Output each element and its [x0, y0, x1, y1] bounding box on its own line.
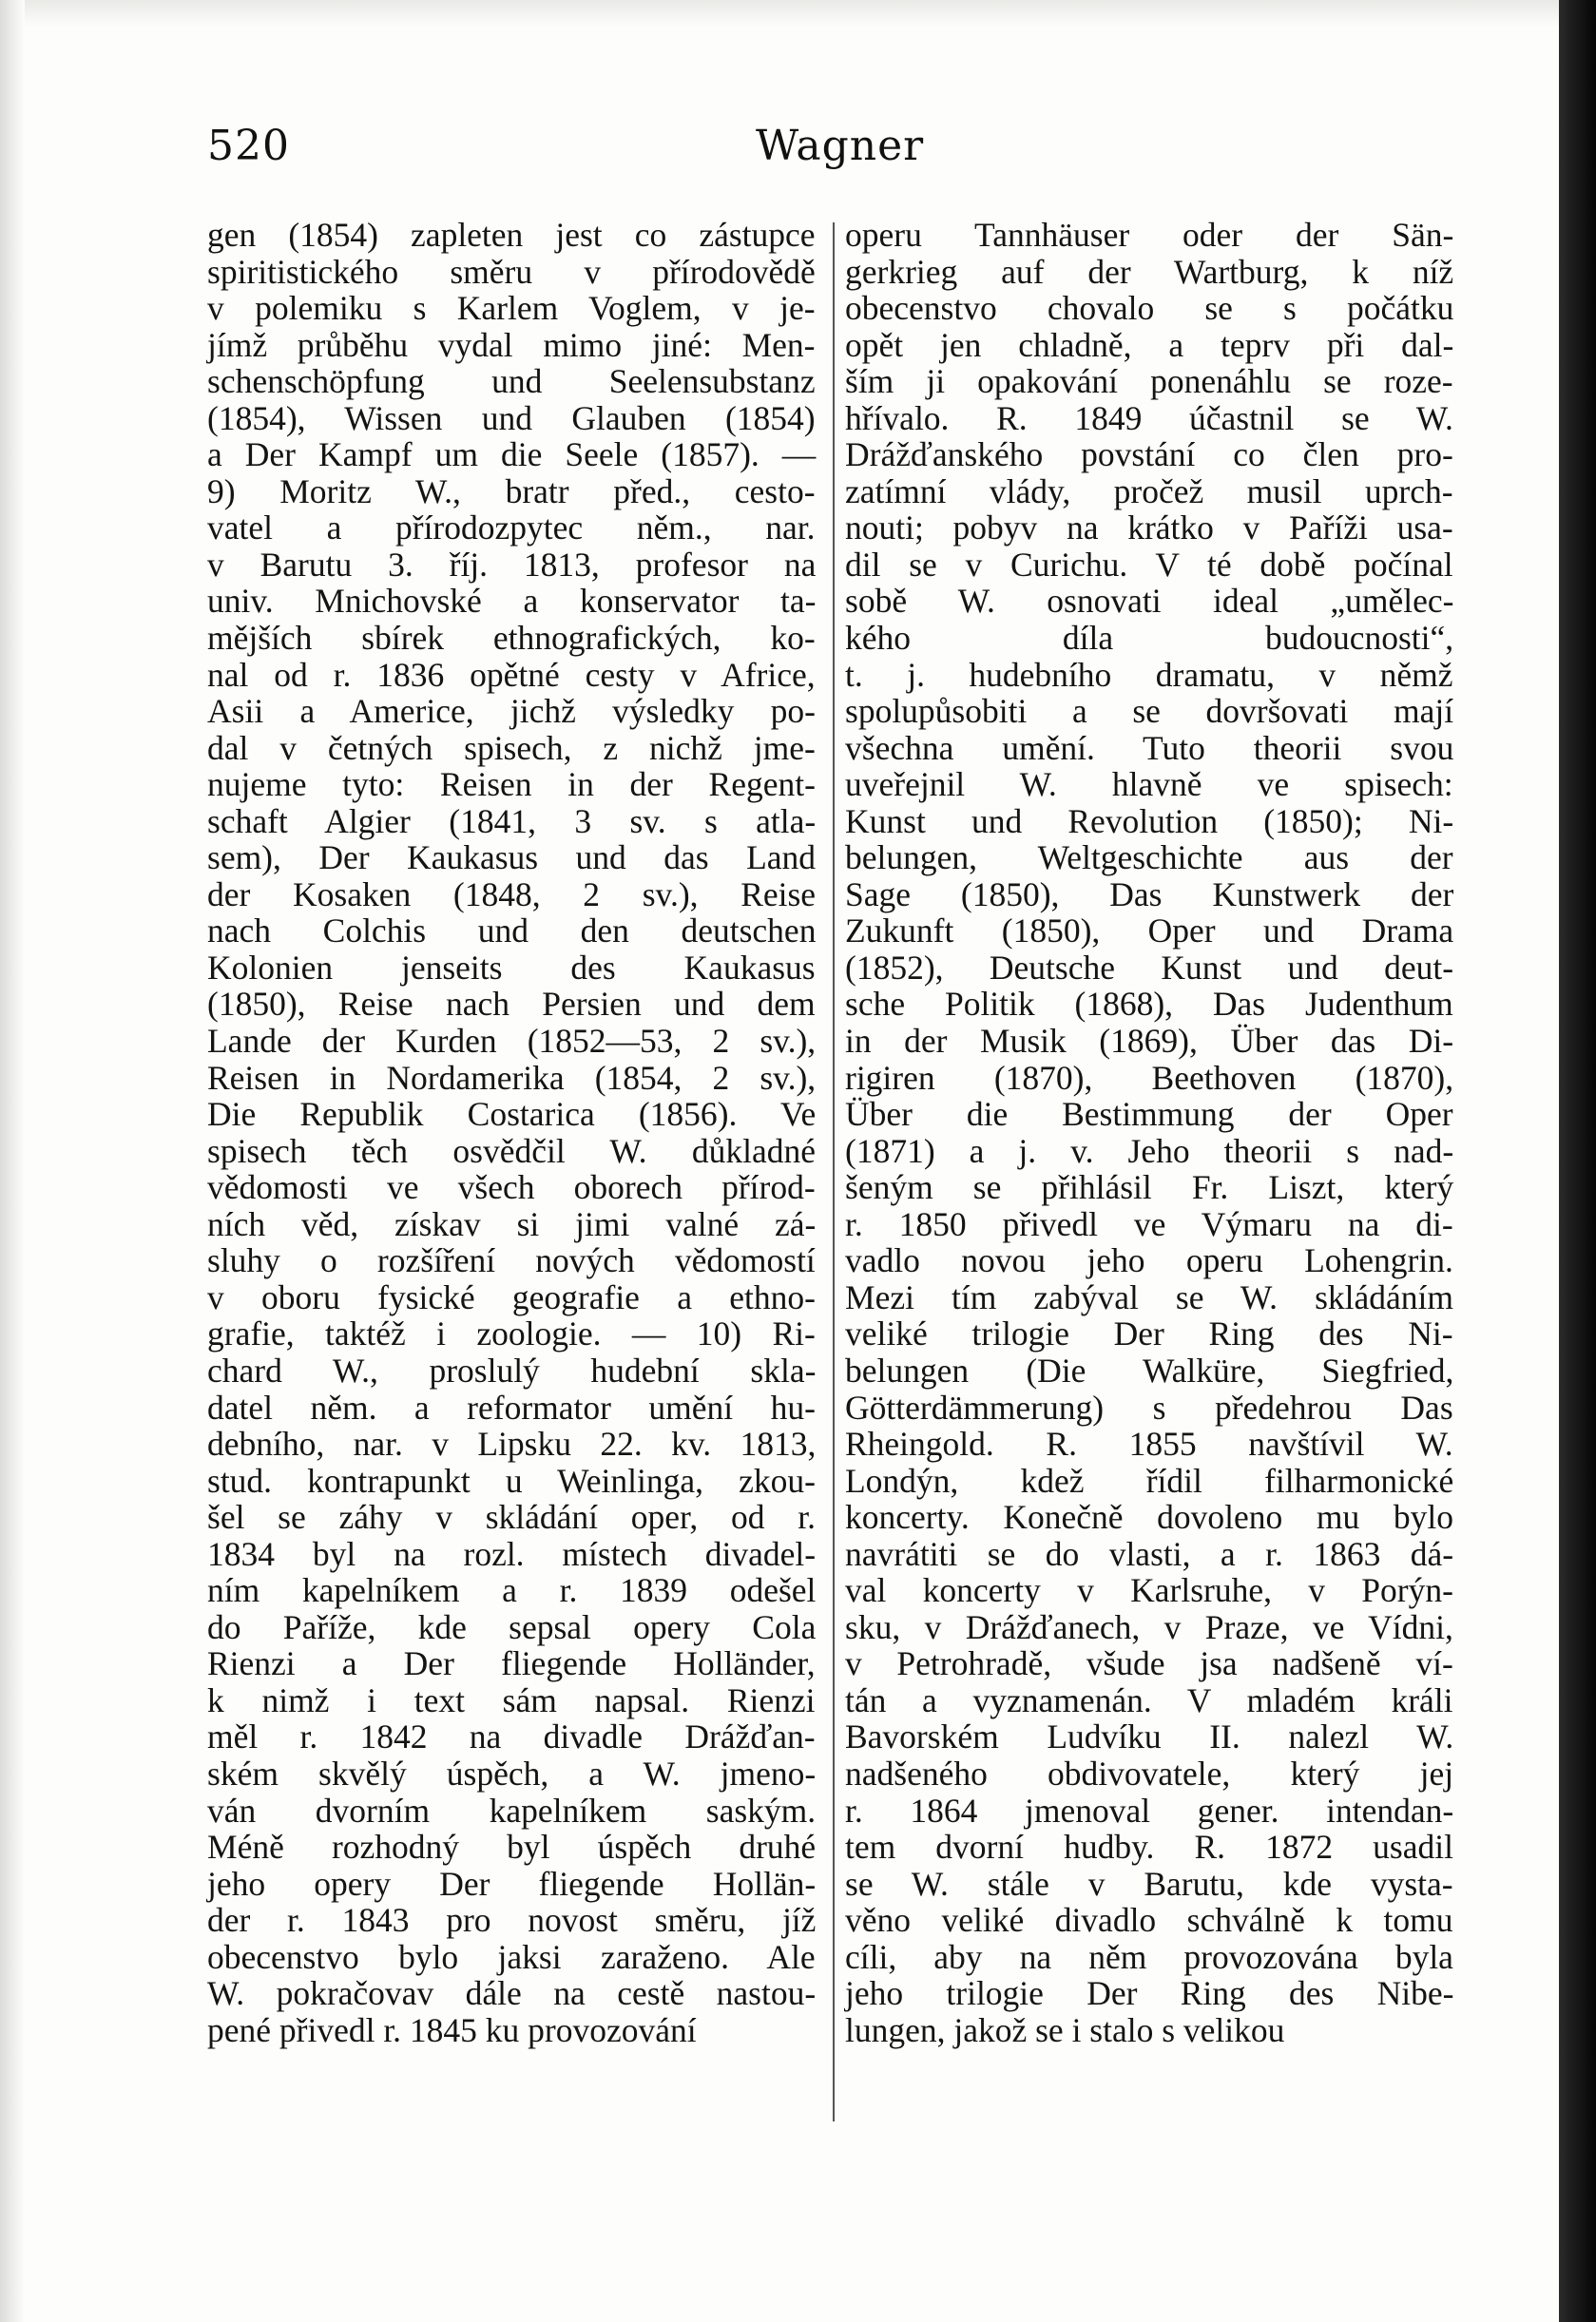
- text-line: dil se v Curichu. V té době počínal: [845, 545, 1453, 584]
- text-line: gen (1854) zapleten jest co zástupce: [207, 216, 816, 254]
- text-line: hřívalo. R. 1849 účastnil se W.: [845, 398, 1453, 437]
- text-line: lungen, jakož se i stalo s velikou: [845, 2010, 1285, 2049]
- text-line: veliké trilogie Der Ring des Ni-: [845, 1315, 1453, 1353]
- text-line: Kunst und Revolution (1850); Ni-: [845, 801, 1454, 840]
- text-line: in der Musik (1869), Über das Di-: [845, 1022, 1454, 1061]
- text-line: r. 1850 přivedl ve Výmaru na di-: [845, 1204, 1453, 1243]
- text-line: uveřejnil W. hlavně ve spisech:: [845, 765, 1453, 804]
- text-line: gerkrieg auf der Wartburg, k níž: [845, 252, 1454, 291]
- text-line: vatel a přírodozpytec něm., nar.: [207, 509, 816, 547]
- text-line: chard W., proslulý hudební skla-: [207, 1351, 817, 1390]
- text-line: nouti; pobyv na krátko v Paříži usa-: [845, 509, 1453, 547]
- text-line: tán a vyznamenán. V mladém králi: [845, 1680, 1453, 1719]
- text-line: datel něm. a reformator umění hu-: [207, 1388, 816, 1427]
- text-line: dal v četných spisech, z nichž jme-: [207, 728, 816, 767]
- text-line: Méně rozhodný byl úspěch druhé: [207, 1828, 817, 1867]
- text-line: Über die Bestimmung der Oper: [845, 1095, 1453, 1134]
- text-line: ším ji opakování ponenáhlu se roze-: [845, 362, 1453, 401]
- text-line: sche Politik (1868), Das Judenthum: [845, 985, 1453, 1024]
- text-line: Rienzi a Der fliegende Holländer,: [207, 1644, 816, 1683]
- text-line: (1871) a j. v. Jeho theorii s nad-: [845, 1131, 1454, 1170]
- text-line: sluhy o rozšíření nových vědomostí: [207, 1241, 816, 1280]
- text-line: W. pokračovav dále na cestě nastou-: [207, 1974, 817, 2013]
- text-line: pené přivedl r. 1845 ku provozování: [207, 2010, 697, 2049]
- text-line: Zukunft (1850), Oper und Drama: [845, 912, 1454, 950]
- text-line: nal od r. 1836 opětné cesty v Africe,: [207, 655, 816, 694]
- text-line: Londýn, kdež řídil filharmonické: [845, 1461, 1454, 1500]
- text-line: obecenstvo bylo jaksi zaraženo. Ale: [207, 1937, 816, 1976]
- text-line: nadšeného obdivovatele, který jej: [845, 1754, 1454, 1793]
- text-line: navrátiti se do vlasti, a r. 1863 dá-: [845, 1534, 1454, 1573]
- text-line: der Kosaken (1848, 2 sv.), Reise: [207, 874, 817, 913]
- text-line: k nimž i text sám napsal. Rienzi: [207, 1680, 816, 1719]
- text-line: operu Tannhäuser oder der Sän-: [845, 216, 1454, 254]
- text-line: v Barutu 3. říj. 1813, profesor na: [207, 545, 817, 584]
- text-line: Lande der Kurden (1852—53, 2 sv.),: [207, 1022, 817, 1061]
- text-line: 1834 byl na rozl. místech divadel-: [207, 1534, 817, 1573]
- text-line: koncerty. Konečně dovoleno mu bylo: [845, 1498, 1454, 1537]
- text-line: 9) Moritz W., bratr před., cesto-: [207, 471, 816, 510]
- text-line: opět jen chladně, a teprv při dal-: [845, 325, 1454, 364]
- text-line: Reisen in Nordamerika (1854, 2 sv.),: [207, 1058, 817, 1097]
- text-line: jímž průběhu vydal mimo jiné: Men-: [207, 325, 816, 364]
- text-line: Asii a Americe, jichž výsledky po-: [207, 692, 816, 731]
- text-line: sem), Der Kaukasus und das Land: [207, 838, 817, 877]
- text-line: vadlo novou jeho operu Lohengrin.: [845, 1241, 1453, 1280]
- text-line: šeným se přihlásil Fr. Liszt, který: [845, 1168, 1454, 1207]
- text-line: jeho opery Der fliegende Hollän-: [207, 1864, 817, 1903]
- scan-shadow-left: [0, 0, 25, 2322]
- text-line: spisech těch osvědčil W. důkladné: [207, 1131, 817, 1170]
- text-line: belungen, Weltgeschichte aus der: [845, 838, 1453, 877]
- text-line: sobě W. osnovati ideal „umělec-: [845, 582, 1454, 621]
- text-line: cíli, aby na něm provozována byla: [845, 1937, 1453, 1976]
- text-line: v Petrohradě, všude jsa nadšeně ví-: [845, 1644, 1453, 1683]
- text-line: univ. Mnichovské a konservator ta-: [207, 582, 817, 621]
- text-line: nujeme tyto: Reisen in der Regent-: [207, 765, 816, 804]
- text-line: zatímní vlády, pročež musil uprch-: [845, 471, 1453, 510]
- text-line: Kolonien jenseits des Kaukasus: [207, 948, 816, 987]
- column-divider: [833, 222, 835, 2121]
- text-line: vědomosti ve všech oborech přírod-: [207, 1168, 816, 1207]
- scan-border-right: [1559, 0, 1596, 2322]
- text-line: spolupůsobiti a se dovršovati mají: [845, 692, 1454, 731]
- text-line: věno veliké divadlo schválně k tomu: [845, 1901, 1453, 1940]
- text-line: schenschöpfung und Seelensubstanz: [207, 362, 816, 401]
- text-line: (1850), Reise nach Persien und dem: [207, 985, 816, 1024]
- text-line: belungen (Die Walküre, Siegfried,: [845, 1351, 1454, 1390]
- text-line: spiritistického směru v přírodovědě: [207, 252, 816, 291]
- text-line: Sage (1850), Das Kunstwerk der: [845, 874, 1454, 913]
- scan-shadow-top: [0, 0, 1559, 27]
- text-line: schaft Algier (1841, 3 sv. s atla-: [207, 801, 817, 840]
- text-line: Die Republik Costarica (1856). Ve: [207, 1095, 817, 1134]
- text-line: Mezi tím zabýval se W. skládáním: [845, 1277, 1454, 1316]
- text-line: (1852), Deutsche Kunst und deut-: [845, 948, 1454, 987]
- text-line: der r. 1843 pro novost směru, jíž: [207, 1901, 817, 1940]
- text-line: Bavorském Ludvíku II. nalezl W.: [845, 1718, 1454, 1756]
- text-line: nach Colchis und den deutschen: [207, 912, 817, 950]
- text-line: ních věd, získav si jimi valné zá-: [207, 1204, 817, 1243]
- text-line: debního, nar. v Lipsku 22. kv. 1813,: [207, 1425, 817, 1464]
- text-line: val koncerty v Karlsruhe, v Porýn-: [845, 1571, 1453, 1610]
- text-line: Götterdämmerung) s předehrou Das: [845, 1388, 1453, 1427]
- text-line: kého díla budoucnosti“,: [845, 619, 1454, 658]
- text-line: a Der Kampf um die Seele (1857). —: [207, 435, 817, 474]
- text-line: ván dvorním kapelníkem saským.: [207, 1791, 817, 1830]
- text-line: grafie, taktéž i zoologie. — 10) Ri-: [207, 1315, 816, 1353]
- text-line: v oboru fysické geografie a ethno-: [207, 1277, 816, 1316]
- text-line: do Paříže, kde sepsal opery Cola: [207, 1607, 817, 1646]
- text-line: rigiren (1870), Beethoven (1870),: [845, 1058, 1454, 1097]
- text-line: ním kapelníkem a r. 1839 odešel: [207, 1571, 817, 1610]
- text-line: jeho trilogie Der Ring des Nibe-: [845, 1974, 1454, 2013]
- text-line: měl r. 1842 na divadle Drážďan-: [207, 1718, 816, 1756]
- text-line: Rheingold. R. 1855 navštívil W.: [845, 1425, 1453, 1464]
- text-line: r. 1864 jmenoval gener. intendan-: [845, 1791, 1454, 1830]
- text-line: mějších sbírek ethnografických, ko-: [207, 619, 816, 658]
- text-line: obecenstvo chovalo se s počátku: [845, 289, 1454, 328]
- right-column: [845, 217, 1453, 2048]
- text-line: t. j. hudebního dramatu, v němž: [845, 655, 1453, 694]
- text-line: ském skvělý úspěch, a W. jmeno-: [207, 1754, 817, 1793]
- text-line: (1854), Wissen und Glauben (1854): [207, 398, 816, 437]
- page-number: 520: [207, 122, 290, 170]
- text-line: tem dvorní hudby. R. 1872 usadil: [845, 1828, 1453, 1867]
- text-line: všechna umění. Tuto theorii svou: [845, 728, 1454, 767]
- text-line: šel se záhy v skládání oper, od r.: [207, 1498, 816, 1537]
- running-head: Wagner: [756, 122, 925, 170]
- left-column: [207, 217, 816, 2048]
- text-line: sku, v Drážďanech, v Praze, ve Vídni,: [845, 1607, 1453, 1646]
- text-line: Drážďanského povstání co člen pro-: [845, 435, 1453, 474]
- text-line: se W. stále v Barutu, kde vysta-: [845, 1864, 1453, 1903]
- text-line: stud. kontrapunkt u Weinlinga, zkou-: [207, 1461, 816, 1500]
- text-line: v polemiku s Karlem Voglem, v je-: [207, 289, 816, 328]
